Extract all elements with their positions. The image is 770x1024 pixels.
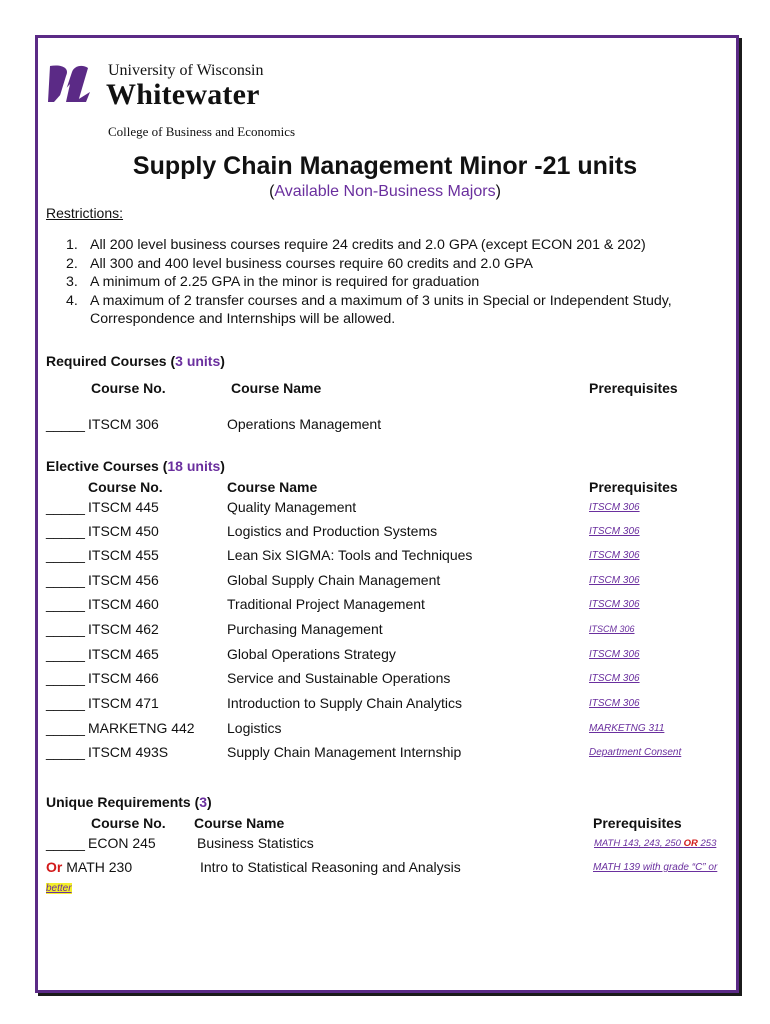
row-prereq-link[interactable]: ITSCM 306: [589, 649, 640, 660]
row-course-name: Global Supply Chain Management: [227, 572, 441, 588]
restriction-item: [66, 292, 672, 311]
elective-units: 18 units: [167, 458, 221, 474]
row-prereq-link[interactable]: ITSCM 306: [589, 550, 640, 561]
required-row-blank: _____: [46, 416, 85, 432]
table-row: [0, 695, 770, 715]
row-prereq-link[interactable]: ITSCM 306: [589, 698, 640, 709]
row-course-no: ITSCM 493S: [88, 744, 169, 760]
uw-w-logo-icon: [44, 62, 92, 110]
restriction-number: 2.: [66, 255, 78, 272]
required-heading-label: Required Courses (: [46, 353, 176, 369]
restrictions-heading: Restrictions:: [46, 205, 124, 221]
prereq-part-a: MATH 143, 243, 250: [594, 838, 684, 849]
required-row-course-no: ITSCM 306: [88, 416, 159, 432]
row-prereq-link[interactable]: ITSCM 306: [589, 502, 640, 513]
row-course-name: Logistics and Production Systems: [227, 523, 438, 539]
row-prereq-link[interactable]: MARKETNG 311: [589, 723, 665, 734]
table-row: [0, 572, 770, 592]
row-blank: _____: [46, 621, 85, 637]
row-course-name: Traditional Project Management: [227, 596, 425, 612]
row-prereq-link[interactable]: ITSCM 306: [589, 599, 640, 610]
required-col-course-name: Course Name: [231, 380, 322, 396]
required-col-prereq: Prerequisites: [589, 380, 678, 396]
unique-col-prereq: Prerequisites: [593, 815, 682, 831]
row-course-name: Service and Sustainable Operations: [227, 670, 451, 686]
required-heading-close: ): [220, 353, 225, 369]
restriction-item: [66, 273, 672, 292]
row-course-no: ITSCM 471: [88, 695, 159, 711]
table-row: [0, 670, 770, 690]
table-row: [0, 646, 770, 666]
row-course-no: MARKETNG 442: [88, 720, 195, 736]
table-row: [0, 720, 770, 740]
unique-row-course-no-alt: [46, 859, 132, 875]
alt-course-no: MATH 230: [62, 859, 133, 875]
unique-heading-label: Unique Requirements (: [46, 794, 200, 810]
unique-row-prereq-link-continued[interactable]: better: [46, 883, 72, 894]
unique-col-course-no: Course No.: [91, 815, 166, 831]
row-course-name: Purchasing Management: [227, 621, 383, 637]
table-row: [0, 596, 770, 616]
table-row: [0, 523, 770, 543]
restriction-text: A minimum of 2.25 GPA in the minor is required for graduation: [90, 274, 480, 290]
subtitle-text: Available Non-Business Majors: [274, 183, 496, 200]
page-subtitle: [0, 183, 770, 201]
restriction-item: [66, 236, 672, 255]
row-course-name: Lean Six SIGMA: Tools and Techniques: [227, 547, 473, 563]
unique-row-blank: _____: [46, 835, 85, 851]
row-course-no: ITSCM 455: [88, 547, 159, 563]
elective-col-course-no: Course No.: [88, 479, 163, 495]
row-course-no: ITSCM 465: [88, 646, 159, 662]
row-course-no: ITSCM 466: [88, 670, 159, 686]
row-course-no: ITSCM 450: [88, 523, 159, 539]
unique-row-course-no: ECON 245: [88, 835, 156, 851]
row-prereq-link[interactable]: ITSCM 306: [589, 575, 640, 586]
college-name: College of Business and Economics: [108, 124, 296, 139]
required-col-course-no: Course No.: [91, 380, 166, 396]
university-line: University of Wisconsin: [108, 62, 264, 79]
unique-heading: [46, 794, 212, 810]
row-blank: _____: [46, 523, 85, 539]
unique-row-course-name-alt: Intro to Statistical Reasoning and Analysis: [200, 859, 461, 875]
unique-heading-close: ): [207, 794, 212, 810]
row-prereq-link[interactable]: Department Consent: [589, 747, 682, 758]
unique-count: 3: [199, 794, 208, 810]
page-title: Supply Chain Management Minor -21 units: [132, 152, 638, 180]
row-prereq-link[interactable]: ITSCM 306: [589, 673, 640, 684]
row-course-name: Quality Management: [227, 499, 357, 515]
restriction-text-continued: Correspondence and Internships will be allowed.: [90, 311, 396, 327]
row-course-name: Global Operations Strategy: [227, 646, 396, 662]
elective-heading-label: Elective Courses (: [46, 458, 168, 474]
row-blank: _____: [46, 646, 85, 662]
subtitle-open: (: [269, 183, 275, 200]
row-blank: _____: [46, 572, 85, 588]
elective-heading-close: ): [220, 458, 225, 474]
campus-name: Whitewater: [106, 78, 260, 111]
required-heading: [46, 353, 225, 369]
row-blank: _____: [46, 695, 85, 711]
elective-heading: [46, 458, 225, 474]
elective-col-prereq: Prerequisites: [589, 479, 678, 495]
row-course-no: ITSCM 462: [88, 621, 159, 637]
restriction-number: 1.: [66, 237, 78, 253]
restriction-number: 4.: [66, 292, 78, 309]
restriction-number: 3.: [66, 274, 78, 290]
row-blank: _____: [46, 720, 85, 736]
row-prereq-link[interactable]: ITSCM 306: [589, 624, 635, 634]
table-row: [0, 621, 770, 641]
unique-row-course-name: Business Statistics: [197, 835, 314, 851]
row-course-no: ITSCM 445: [88, 499, 159, 515]
row-blank: _____: [46, 547, 85, 563]
row-blank: _____: [46, 596, 85, 612]
restriction-text: A maximum of 2 transfer courses and a maximum of 3 units in Special or Independent Study,: [90, 292, 672, 309]
row-blank: _____: [46, 670, 85, 686]
table-row: [0, 499, 770, 519]
prereq-part-b: 253: [697, 838, 717, 849]
row-blank: _____: [46, 499, 85, 515]
restriction-text: All 300 and 400 level business courses require 60 credits and 2.0 GPA: [90, 255, 533, 272]
restriction-item: [66, 255, 672, 274]
row-blank: _____: [46, 744, 85, 760]
restriction-text: All 200 level business courses require 24 credits and 2.0 GPA (except ECON 201 & 202): [90, 237, 646, 253]
row-course-no: ITSCM 460: [88, 596, 159, 612]
table-row: [0, 547, 770, 567]
row-course-no: ITSCM 456: [88, 572, 159, 588]
elective-col-course-name: Course Name: [227, 479, 318, 495]
required-units: 3 units: [175, 353, 221, 369]
unique-row-prereq-link-alt[interactable]: MATH 139 with grade “C” or: [593, 862, 718, 873]
required-row-course-name: Operations Management: [227, 416, 382, 432]
unique-col-course-name: Course Name: [194, 815, 285, 831]
unique-row-prereq-link[interactable]: [594, 838, 716, 849]
row-prereq-link[interactable]: ITSCM 306: [589, 526, 640, 537]
table-row: [0, 744, 770, 764]
prereq-or: OR: [683, 838, 698, 849]
row-course-name: Introduction to Supply Chain Analytics: [227, 695, 463, 711]
row-course-name: Supply Chain Management Internship: [227, 744, 462, 760]
or-label: Or: [46, 859, 63, 875]
restrictions-list: [66, 236, 672, 329]
subtitle-close: ): [495, 183, 501, 200]
row-course-name: Logistics: [227, 720, 282, 736]
